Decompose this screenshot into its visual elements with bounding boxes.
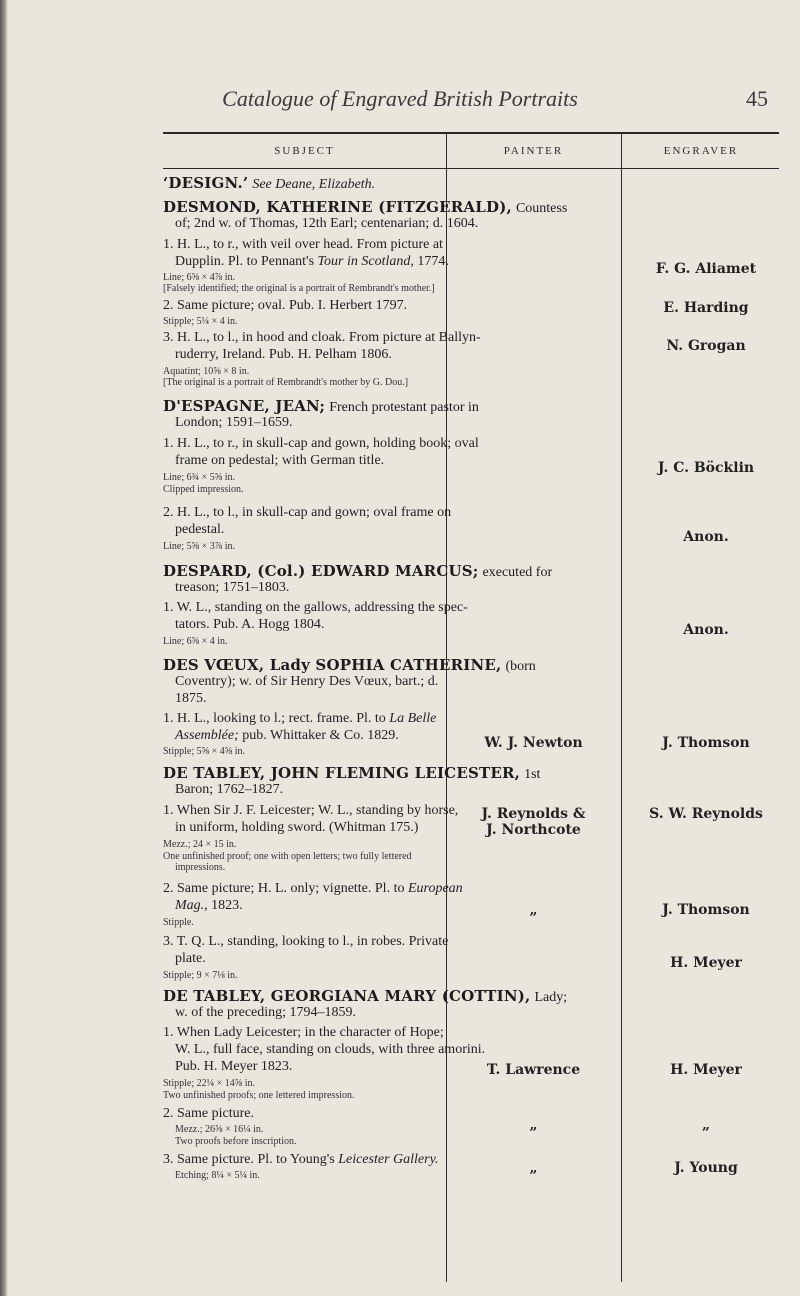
entry-heading: ‘DESIGN.’ (163, 174, 249, 192)
engraver-name: J. Young (674, 1160, 738, 1176)
painter-name: J. Reynolds & (481, 806, 586, 822)
item-technique: Stipple; 5¼ × 4 in. (163, 316, 238, 327)
page-number: 45 (746, 86, 768, 111)
item-description: 2. H. L., to l., in skull-cap and gown; oval frame on (163, 505, 452, 520)
item-description: 2. Same picture; oval. Pub. I. Herbert 1797. (163, 298, 408, 313)
item-note: [The original is a portrait of Rembrandt's mother by G. Dou.] (163, 377, 409, 388)
entry-heading: DESPARD, (Col.) EDWARD MARCUS; (163, 562, 479, 580)
item-title: Leicester Gallery. (338, 1152, 439, 1167)
item-technique: Line; 6⅝ × 4 in. (163, 636, 228, 647)
item-technique: Mezz.; 24 × 15 in. (163, 839, 237, 850)
item-title: La Belle (389, 711, 437, 726)
table-header-rule (163, 168, 779, 169)
engraver-name: S. W. Reynolds (649, 806, 763, 822)
item-description: ruderry, Ireland. Pub. H. Pelham 1806. (175, 347, 392, 362)
engraver-name: Anon. (683, 622, 729, 638)
item-technique: Stipple; 9 × 7⅛ in. (163, 970, 238, 981)
item-description: Pub. H. Meyer 1823. (175, 1059, 293, 1074)
painter-name: „ (529, 1160, 538, 1176)
item-note: Clipped impression. (163, 484, 244, 495)
table-top-rule (163, 132, 779, 134)
entry-heading-rest: French protestant pastor in (329, 400, 479, 415)
item-technique: Aquatint; 10⅝ × 8 in. (163, 366, 250, 377)
entry-heading-rest: executed for (482, 565, 553, 580)
painter-name: T. Lawrence (486, 1062, 581, 1078)
item-note: One unfinished proof; one with open letters; two fully lettered (163, 851, 412, 862)
column-header-subject: SUBJECT (274, 145, 335, 157)
item-text: 3. Same picture. Pl. to Young's (163, 1152, 335, 1167)
item-text: Dupplin. Pl. to Pennant's (175, 254, 315, 269)
engraver-name: N. Grogan (666, 338, 746, 354)
item-technique: Etching; 8¼ × 5¼ in. (175, 1170, 260, 1181)
engraver-name: H. Meyer (670, 1062, 742, 1078)
engraver-name: E. Harding (663, 300, 749, 316)
entry-description: w. of the preceding; 1794–1859. (175, 1005, 357, 1020)
entry-description: 1875. (175, 691, 207, 706)
page-header (0, 80, 800, 120)
binding-edge (0, 0, 8, 1296)
item-description: tators. Pub. A. Hogg 1804. (175, 617, 325, 632)
item-text: 2. Same picture; H. L. only; vignette. Pl. to (163, 881, 405, 896)
item-technique: Line; 5⅝ × 3⅞ in. (163, 541, 236, 552)
painter-name: „ (529, 902, 538, 918)
item-description: 1. When Lady Leicester; in the character of Hope; (163, 1025, 444, 1040)
item-description: 1. W. L., standing on the gallows, addressing the spec- (163, 600, 468, 615)
engraver-name: „ (701, 1117, 711, 1133)
column-header-engraver: ENGRAVER (663, 145, 739, 157)
column-header-painter: PAINTER (503, 145, 564, 157)
item-technique: Line; 6¾ × 5⅝ in. (163, 472, 236, 483)
item-description (163, 1152, 439, 1168)
item-description: frame on pedestal; with German title. (175, 453, 385, 468)
engraver-name: H. Meyer (670, 955, 742, 971)
item-text: 1823. (211, 898, 243, 913)
item-technique: Stipple; 22¼ × 14⅝ in. (163, 1078, 256, 1089)
painter-name: J. Northcote (486, 822, 581, 838)
entry-description: Coventry); w. of Sir Henry Des Vœux, bart.; d. (175, 674, 439, 689)
entry-heading-row (163, 656, 536, 675)
item-text: 1. H. L., looking to l.; rect. frame. Pl. to (163, 711, 386, 726)
entry-heading: DE TABLEY, JOHN FLEMING LEICESTER, (163, 764, 521, 782)
item-description: 1. H. L., to r., in skull-cap and gown, holding book; oval (163, 436, 479, 451)
painter-name: W. J. Newton (484, 735, 583, 751)
item-technique: Mezz.; 26⅝ × 16¼ in. (175, 1124, 264, 1135)
item-description: plate. (175, 951, 206, 966)
entry-description: of; 2nd w. of Thomas, 12th Earl; centenarian; d. 1604. (175, 216, 479, 231)
entry-heading: DESMOND, KATHERINE (FITZGERALD), (163, 198, 512, 216)
engraver-name: J. C. Böcklin (657, 460, 755, 476)
item-note: impressions. (175, 862, 226, 873)
engraver-name: J. Thomson (662, 735, 750, 751)
entry-heading-row (163, 198, 567, 217)
item-technique: Stipple; 5⅝ × 4⅝ in. (163, 746, 246, 757)
item-description: 1. H. L., to r., with veil over head. From picture at (163, 237, 443, 252)
item-note: Two proofs before inscription. (175, 1136, 297, 1147)
item-technique: Stipple. (163, 917, 194, 928)
engraver-name: J. Thomson (662, 902, 750, 918)
item-description (175, 898, 243, 914)
item-description: in uniform, holding sword. (Whitman 175.) (175, 820, 419, 835)
entry-description: Baron; 1762–1827. (175, 782, 284, 797)
item-description (175, 728, 399, 744)
entry-description: London; 1591–1659. (175, 415, 293, 430)
item-description: pedestal. (175, 522, 225, 537)
painter-name: „ (529, 1117, 538, 1133)
entry-row (163, 174, 375, 193)
engraver-name: F. G. Aliamet (655, 261, 757, 277)
entry-heading-row (163, 562, 552, 581)
item-description: W. L., full face, standing on clouds, with three amorini. (175, 1042, 486, 1057)
engraver-name: Anon. (683, 529, 729, 545)
item-text: pub. Whittaker & Co. 1829. (242, 728, 399, 743)
entry-heading-rest: (born (505, 659, 536, 674)
item-note: [Falsely identified; the original is a portrait of Rembrandt's mother.] (163, 283, 435, 294)
item-text: 1774. (417, 254, 449, 269)
entry-heading-rest: Countess (515, 201, 568, 216)
item-description (163, 711, 436, 727)
column-divider (446, 132, 447, 1282)
item-description: 2. Same picture. (163, 1106, 254, 1121)
item-title: European (407, 881, 463, 896)
item-title: Mag., (175, 898, 208, 913)
entry-heading-rest: 1st (524, 767, 541, 782)
entry-heading-row (163, 987, 567, 1006)
item-description: 3. T. Q. L., standing, looking to l., in robes. Private (163, 934, 449, 949)
entry-heading-row (163, 397, 479, 416)
item-description: 1. When Sir J. F. Leicester; W. L., standing by horse, (163, 803, 459, 818)
item-description: 3. H. L., to l., in hood and cloak. From picture at Ballyn- (163, 330, 481, 345)
running-title: Catalogue of Engraved British Portraits (222, 86, 578, 111)
entry-description: treason; 1751–1803. (175, 580, 290, 595)
cross-reference: See Deane, Elizabeth. (252, 177, 376, 192)
item-title: Tour in Scotland, (317, 254, 414, 269)
item-note: Two unfinished proofs; one lettered impression. (163, 1090, 355, 1101)
item-title: Assemblée; (175, 728, 239, 743)
item-description (175, 254, 449, 270)
entry-heading: D'ESPAGNE, JEAN; (163, 397, 326, 415)
item-description (163, 881, 463, 897)
entry-heading-rest: Lady; (534, 990, 568, 1005)
entry-heading: DE TABLEY, GEORGIANA MARY (COTTIN), (163, 987, 531, 1005)
entry-heading: DES VŒUX, Lady SOPHIA CATHERINE, (163, 656, 502, 674)
item-technique: Line; 6⅝ × 4⅞ in. (163, 272, 236, 283)
entry-heading-row (163, 764, 540, 783)
